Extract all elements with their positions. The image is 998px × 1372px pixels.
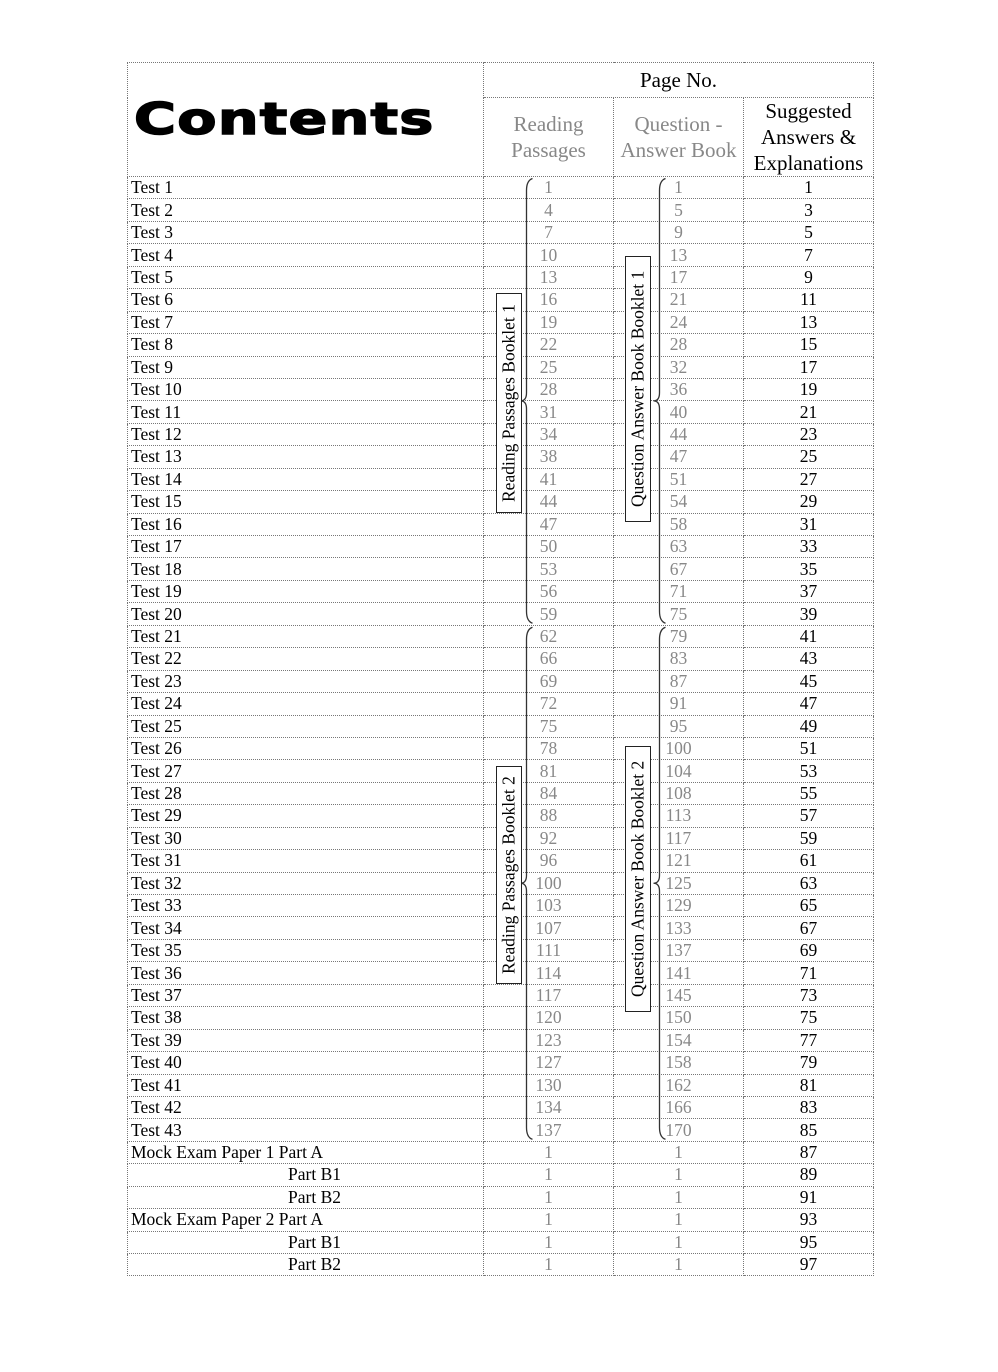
suggested-answers-page: 63 — [744, 872, 874, 894]
question-answer-page: 1 — [614, 1231, 744, 1253]
suggested-answers-page: 89 — [744, 1164, 874, 1186]
reading-passages-page: 13 — [484, 266, 614, 288]
question-answer-booklet-2-label: Question Answer Book Booklet 2 — [625, 746, 651, 1012]
row-name: Test 17 — [128, 536, 484, 558]
reading-passages-booklet-1-label: Reading Passages Booklet 1 — [496, 293, 522, 513]
question-answer-page: 170 — [614, 1119, 744, 1141]
reading-passages-page: 66 — [484, 648, 614, 670]
reading-passages-page: 84 — [484, 782, 614, 804]
reading-passages-page: 100 — [484, 872, 614, 894]
row-name: Test 18 — [128, 558, 484, 580]
question-answer-page: 121 — [614, 850, 744, 872]
question-answer-page: 150 — [614, 1007, 744, 1029]
reading-passages-page: 137 — [484, 1119, 614, 1141]
question-answer-page: 129 — [614, 895, 744, 917]
row-name: Test 19 — [128, 580, 484, 602]
row-name: Part B2 — [128, 1186, 484, 1208]
suggested-answers-page: 25 — [744, 446, 874, 468]
reading-passages-page: 114 — [484, 962, 614, 984]
row-name: Test 40 — [128, 1052, 484, 1074]
question-answer-book-header: Question -Answer Book — [614, 98, 744, 177]
row-name: Test 21 — [128, 625, 484, 647]
reading-passages-page: 120 — [484, 1007, 614, 1029]
question-answer-page: 125 — [614, 872, 744, 894]
suggested-answers-page: 81 — [744, 1074, 874, 1096]
question-answer-page: 71 — [614, 580, 744, 602]
row-name: Test 7 — [128, 311, 484, 333]
suggested-answers-page: 93 — [744, 1209, 874, 1231]
suggested-answers-page: 35 — [744, 558, 874, 580]
reading-passages-page: 28 — [484, 378, 614, 400]
suggested-answers-page: 29 — [744, 491, 874, 513]
row-name: Test 29 — [128, 805, 484, 827]
row-name: Test 28 — [128, 782, 484, 804]
question-answer-page: 113 — [614, 805, 744, 827]
question-answer-page: 13 — [614, 244, 744, 266]
reading-passages-page: 1 — [484, 1231, 614, 1253]
suggested-answers-page: 15 — [744, 334, 874, 356]
reading-passages-page: 88 — [484, 805, 614, 827]
suggested-answers-page: 83 — [744, 1096, 874, 1118]
row-name: Test 22 — [128, 648, 484, 670]
row-name: Test 10 — [128, 378, 484, 400]
question-answer-page: 154 — [614, 1029, 744, 1051]
reading-passages-page: 53 — [484, 558, 614, 580]
suggested-answers-page: 19 — [744, 378, 874, 400]
question-answer-page: 1 — [614, 1186, 744, 1208]
row-name: Test 4 — [128, 244, 484, 266]
row-name: Test 6 — [128, 289, 484, 311]
question-answer-page: 133 — [614, 917, 744, 939]
row-name: Test 30 — [128, 827, 484, 849]
question-answer-page: 36 — [614, 378, 744, 400]
reading-passages-page: 22 — [484, 334, 614, 356]
row-name: Test 5 — [128, 266, 484, 288]
suggested-answers-page: 31 — [744, 513, 874, 535]
question-answer-page: 24 — [614, 311, 744, 333]
question-answer-page: 1 — [614, 1254, 744, 1276]
question-answer-booklet-1-label: Question Answer Book Booklet 1 — [625, 256, 651, 522]
page-no-header: Page No. — [484, 63, 874, 98]
row-name: Test 27 — [128, 760, 484, 782]
reading-passages-page: 123 — [484, 1029, 614, 1051]
reading-passages-page: 117 — [484, 984, 614, 1006]
question-answer-page: 54 — [614, 491, 744, 513]
reading-passages-page: 1 — [484, 177, 614, 199]
suggested-answers-page: 3 — [744, 199, 874, 221]
contents-title: Contents — [134, 94, 435, 145]
row-name: Part B1 — [128, 1164, 484, 1186]
question-answer-page: 32 — [614, 356, 744, 378]
suggested-answers-page: 69 — [744, 939, 874, 961]
question-answer-page: 21 — [614, 289, 744, 311]
question-answer-page: 79 — [614, 625, 744, 647]
reading-passages-page: 38 — [484, 446, 614, 468]
suggested-answers-page: 39 — [744, 603, 874, 625]
reading-passages-booklet-2-brace — [521, 627, 533, 1139]
suggested-answers-page: 11 — [744, 289, 874, 311]
suggested-answers-page: 43 — [744, 648, 874, 670]
row-name: Test 23 — [128, 670, 484, 692]
suggested-answers-page: 77 — [744, 1029, 874, 1051]
row-name: Part B2 — [128, 1254, 484, 1276]
question-answer-page: 17 — [614, 266, 744, 288]
reading-passages-page: 1 — [484, 1254, 614, 1276]
reading-passages-page: 50 — [484, 536, 614, 558]
suggested-answers-page: 73 — [744, 984, 874, 1006]
suggested-answers-page: 21 — [744, 401, 874, 423]
suggested-answers-page: 67 — [744, 917, 874, 939]
suggested-answers-page: 37 — [744, 580, 874, 602]
question-answer-page: 1 — [614, 1209, 744, 1231]
reading-passages-page: 127 — [484, 1052, 614, 1074]
question-answer-page: 75 — [614, 603, 744, 625]
reading-passages-page: 7 — [484, 221, 614, 243]
question-answer-page: 141 — [614, 962, 744, 984]
reading-passages-booklet-1-brace — [521, 179, 533, 624]
suggested-answers-page: 47 — [744, 693, 874, 715]
row-name: Test 24 — [128, 693, 484, 715]
suggested-answers-page: 55 — [744, 782, 874, 804]
suggested-answers-page: 7 — [744, 244, 874, 266]
row-name: Test 20 — [128, 603, 484, 625]
reading-passages-page: 25 — [484, 356, 614, 378]
reading-passages-page: 134 — [484, 1096, 614, 1118]
reading-passages-page: 44 — [484, 491, 614, 513]
row-name: Test 35 — [128, 939, 484, 961]
row-name: Test 2 — [128, 199, 484, 221]
suggested-answers-page: 9 — [744, 266, 874, 288]
reading-passages-page: 41 — [484, 468, 614, 490]
suggested-answers-page: 45 — [744, 670, 874, 692]
question-answer-page: 95 — [614, 715, 744, 737]
row-name: Test 15 — [128, 491, 484, 513]
reading-passages-page: 1 — [484, 1141, 614, 1163]
suggested-answers-page: 97 — [744, 1254, 874, 1276]
row-name: Test 1 — [128, 177, 484, 199]
suggested-answers-header: Suggested Answers & Explanations — [744, 98, 874, 177]
row-name: Test 12 — [128, 423, 484, 445]
reading-passages-page: 4 — [484, 199, 614, 221]
suggested-answers-page: 51 — [744, 737, 874, 759]
reading-passages-page: 34 — [484, 423, 614, 445]
suggested-answers-page: 33 — [744, 536, 874, 558]
reading-passages-page: 130 — [484, 1074, 614, 1096]
row-name: Test 36 — [128, 962, 484, 984]
row-name: Part B1 — [128, 1231, 484, 1253]
row-name: Test 34 — [128, 917, 484, 939]
reading-passages-page: 107 — [484, 917, 614, 939]
question-answer-page: 137 — [614, 939, 744, 961]
question-answer-booklet-1-brace — [654, 179, 666, 624]
question-answer-page: 9 — [614, 221, 744, 243]
row-name: Test 41 — [128, 1074, 484, 1096]
suggested-answers-page: 17 — [744, 356, 874, 378]
row-name: Test 31 — [128, 850, 484, 872]
suggested-answers-page: 65 — [744, 895, 874, 917]
reading-passages-header: Reading Passages — [484, 98, 614, 177]
reading-passages-page: 92 — [484, 827, 614, 849]
suggested-answers-page: 95 — [744, 1231, 874, 1253]
reading-passages-page: 1 — [484, 1164, 614, 1186]
question-answer-page: 1 — [614, 177, 744, 199]
reading-passages-booklet-2-label: Reading Passages Booklet 2 — [496, 766, 522, 984]
suggested-answers-page: 27 — [744, 468, 874, 490]
reading-passages-page: 69 — [484, 670, 614, 692]
question-answer-page: 108 — [614, 782, 744, 804]
suggested-answers-page: 75 — [744, 1007, 874, 1029]
suggested-answers-page: 57 — [744, 805, 874, 827]
reading-passages-page: 59 — [484, 603, 614, 625]
reading-passages-page: 111 — [484, 939, 614, 961]
row-name: Test 13 — [128, 446, 484, 468]
question-answer-page: 87 — [614, 670, 744, 692]
question-answer-page: 145 — [614, 984, 744, 1006]
reading-passages-page: 78 — [484, 737, 614, 759]
question-answer-page: 117 — [614, 827, 744, 849]
row-name: Test 42 — [128, 1096, 484, 1118]
question-answer-page: 67 — [614, 558, 744, 580]
row-name: Test 9 — [128, 356, 484, 378]
suggested-answers-page: 91 — [744, 1186, 874, 1208]
reading-passages-page: 75 — [484, 715, 614, 737]
reading-passages-page: 56 — [484, 580, 614, 602]
reading-passages-page: 16 — [484, 289, 614, 311]
suggested-answers-page: 59 — [744, 827, 874, 849]
question-answer-page: 158 — [614, 1052, 744, 1074]
reading-passages-page: 10 — [484, 244, 614, 266]
question-answer-page: 100 — [614, 737, 744, 759]
suggested-answers-page: 85 — [744, 1119, 874, 1141]
question-answer-page: 40 — [614, 401, 744, 423]
row-name: Test 3 — [128, 221, 484, 243]
row-name: Test 25 — [128, 715, 484, 737]
question-answer-page: 1 — [614, 1164, 744, 1186]
reading-passages-page: 81 — [484, 760, 614, 782]
question-answer-page: 47 — [614, 446, 744, 468]
row-name: Test 37 — [128, 984, 484, 1006]
suggested-answers-page: 13 — [744, 311, 874, 333]
reading-passages-page: 47 — [484, 513, 614, 535]
suggested-answers-page: 79 — [744, 1052, 874, 1074]
reading-passages-page: 1 — [484, 1186, 614, 1208]
row-name: Test 8 — [128, 334, 484, 356]
row-name: Test 38 — [128, 1007, 484, 1029]
question-answer-page: 83 — [614, 648, 744, 670]
row-name: Mock Exam Paper 1 Part A — [128, 1141, 484, 1163]
question-answer-page: 166 — [614, 1096, 744, 1118]
row-name: Test 43 — [128, 1119, 484, 1141]
question-answer-page: 104 — [614, 760, 744, 782]
question-answer-page: 162 — [614, 1074, 744, 1096]
row-name: Test 32 — [128, 872, 484, 894]
row-name: Test 16 — [128, 513, 484, 535]
question-answer-page: 91 — [614, 693, 744, 715]
question-answer-page: 44 — [614, 423, 744, 445]
row-name: Test 26 — [128, 737, 484, 759]
suggested-answers-page: 87 — [744, 1141, 874, 1163]
suggested-answers-page: 71 — [744, 962, 874, 984]
suggested-answers-page: 41 — [744, 625, 874, 647]
row-name: Test 11 — [128, 401, 484, 423]
suggested-answers-page: 61 — [744, 850, 874, 872]
question-answer-page: 1 — [614, 1141, 744, 1163]
question-answer-page: 28 — [614, 334, 744, 356]
question-answer-page: 58 — [614, 513, 744, 535]
row-name: Mock Exam Paper 2 Part A — [128, 1209, 484, 1231]
question-answer-page: 51 — [614, 468, 744, 490]
row-name: Test 14 — [128, 468, 484, 490]
suggested-answers-page: 5 — [744, 221, 874, 243]
reading-passages-page: 1 — [484, 1209, 614, 1231]
row-name: Test 39 — [128, 1029, 484, 1051]
reading-passages-page: 19 — [484, 311, 614, 333]
reading-passages-page: 96 — [484, 850, 614, 872]
row-name: Test 33 — [128, 895, 484, 917]
suggested-answers-page: 1 — [744, 177, 874, 199]
reading-passages-page: 62 — [484, 625, 614, 647]
reading-passages-page: 31 — [484, 401, 614, 423]
question-answer-page: 5 — [614, 199, 744, 221]
suggested-answers-page: 49 — [744, 715, 874, 737]
question-answer-booklet-2-brace — [654, 627, 666, 1139]
question-answer-page: 63 — [614, 536, 744, 558]
suggested-answers-page: 23 — [744, 423, 874, 445]
reading-passages-page: 103 — [484, 895, 614, 917]
reading-passages-page: 72 — [484, 693, 614, 715]
suggested-answers-page: 53 — [744, 760, 874, 782]
